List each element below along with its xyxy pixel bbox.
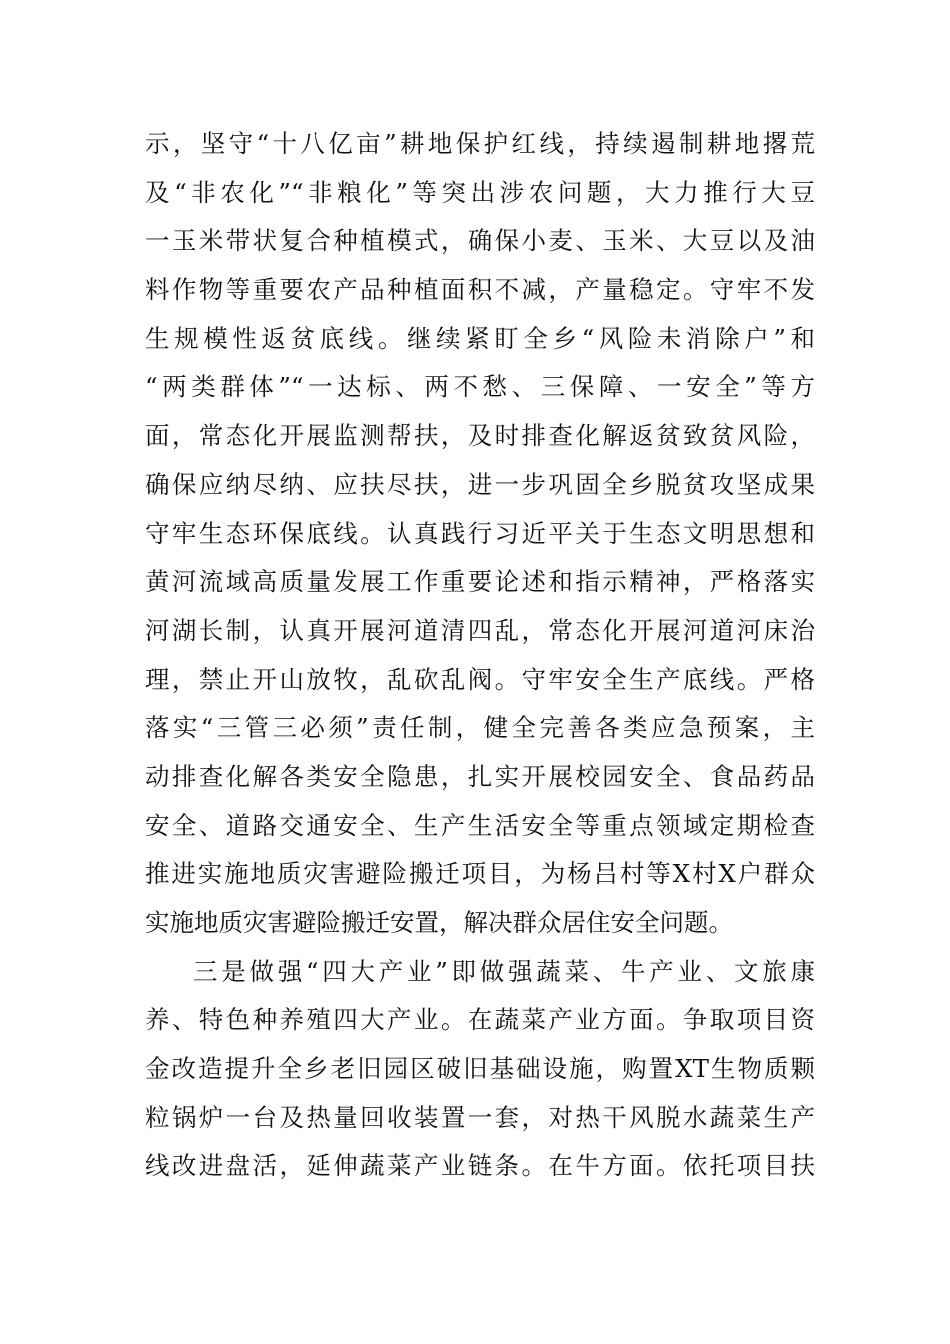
text-line: 落实“三管三必须”责任制，健全完善各类应急预案，主 — [145, 713, 815, 743]
text-line: 确保应纳尽纳、应扶尽扶，进一步巩固全乡脱贫攻坚成果 — [145, 469, 815, 499]
text-line: 粒锅炉一台及热量回收装置一套，对热干风脱水蔬菜生产 — [145, 1102, 815, 1132]
text-line: 金改造提升全乡老旧园区破旧基础设施，购置XT生物质颗 — [145, 1054, 815, 1084]
text-line: 生规模性返贫底线。继续紧盯全乡“风险未消除户”和 — [145, 323, 815, 353]
text-line: 实施地质灾害避险搬迁安置，解决群众居住安全问题。 — [145, 908, 733, 937]
text-line: 动排查化解各类安全隐患，扎实开展校园安全、食品药品 — [145, 761, 815, 791]
text-line: “两类群体”“一达标、两不愁、三保障、一安全”等方 — [145, 372, 815, 402]
text-line: 线改进盘活，延伸蔬菜产业链条。在牛方面。依托项目扶 — [145, 1151, 815, 1181]
text-line: 一玉米带状复合种植模式，确保小麦、玉米、大豆以及油 — [145, 226, 815, 256]
text-line: 理，禁止开山放牧，乱砍乱阀。守牢安全生产底线。严格 — [145, 664, 815, 694]
text-line: 示，坚守“十八亿亩”耕地保护红线，持续遏制耕地撂荒 — [145, 129, 815, 158]
text-line: 黄河流域高质量发展工作重要论述和指示精神，严格落实 — [145, 567, 815, 597]
text-line: 安全、道路交通安全、生产生活安全等重点领域定期检查 — [145, 810, 815, 840]
text-line: 料作物等重要农产品种植面积不减，产量稳定。守牢不发 — [145, 275, 815, 305]
text-line: 推进实施地质灾害避险搬迁项目，为杨吕村等X村X户群众 — [145, 859, 815, 889]
text-line: 河湖长制，认真开展河道清四乱，常态化开展河道河床治 — [145, 615, 815, 645]
text-line: 及“非农化”“非粮化”等突出涉农问题，大力推行大豆 — [145, 177, 815, 207]
paragraph-first-line: 三是做强“四大产业”即做强蔬菜、牛产业、文旅康 — [193, 956, 815, 986]
text-line: 面，常态化开展监测帮扶，及时排查化解返贫致贫风险， — [145, 421, 815, 451]
text-line: 守牢生态环保底线。认真践行习近平关于生态文明思想和 — [145, 518, 815, 548]
text-line: 养、特色种养殖四大产业。在蔬菜产业方面。争取项目资 — [145, 1005, 815, 1035]
body-text — [145, 120, 815, 1191]
